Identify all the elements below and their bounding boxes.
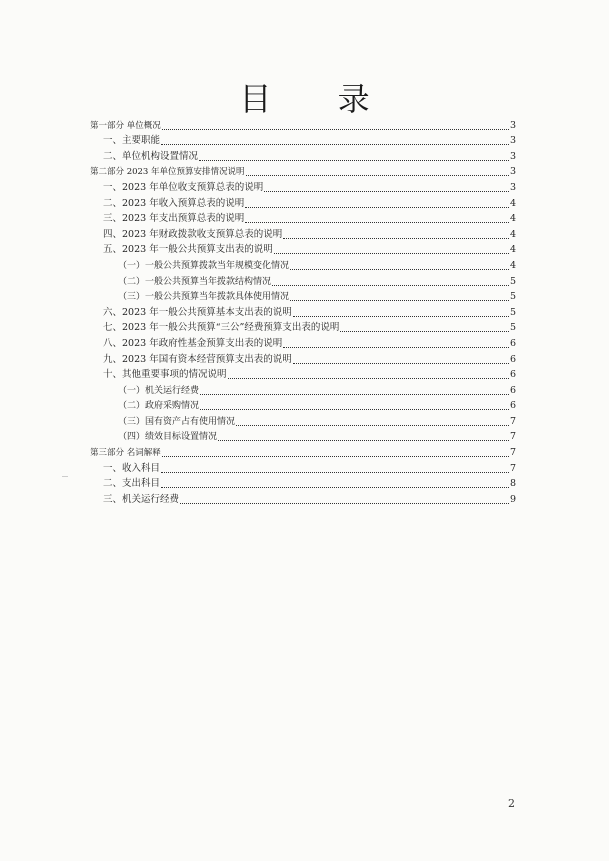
- toc-leader-dots: [200, 409, 509, 410]
- toc-entry-title: 三、机关运行经费: [103, 493, 180, 505]
- toc-entry-title: 六、2023 年一般公共预算基本支出表的说明: [103, 306, 292, 318]
- toc-entry-title: 一、收入科目: [103, 462, 161, 474]
- toc-entry[interactable]: [90, 381, 516, 397]
- toc-entry-title: 第二部分 2023 年单位预算安排情况说明: [90, 167, 245, 178]
- toc-entry-title: 二、2023 年收入预算总表的说明: [103, 197, 245, 209]
- toc-leader-dots: [272, 285, 509, 286]
- toc-entry-title: （一）机关运行经费: [118, 385, 200, 396]
- toc-entry-page: 3: [509, 135, 516, 147]
- toc-entry-page: 6: [509, 337, 516, 349]
- toc-entry-page: 7: [509, 431, 516, 443]
- toc-entry-page: 4: [509, 259, 516, 271]
- toc-leader-dots: [161, 487, 509, 488]
- toc-entry[interactable]: [90, 319, 516, 335]
- toc-entry-page: 3: [509, 181, 516, 193]
- toc-entry-title: （二）一般公共预算当年拨款结构情况: [118, 276, 272, 287]
- toc-entry[interactable]: [90, 490, 516, 506]
- toc-entry-page: 4: [509, 213, 516, 225]
- toc-entry-page: 3: [509, 166, 516, 178]
- toc-entry-title: 一、2023 年单位收支预算总表的说明: [103, 181, 264, 193]
- toc-leader-dots: [290, 269, 509, 270]
- toc-leader-dots: [161, 144, 509, 145]
- toc-entry-title: 三、2023 年支出预算总表的说明: [103, 213, 245, 225]
- toc-entry-title: 第一部分 单位概况: [90, 120, 161, 131]
- toc-entry[interactable]: [90, 116, 516, 132]
- toc-entry[interactable]: [90, 210, 516, 226]
- toc-leader-dots: [293, 363, 509, 364]
- toc-entry-title: 九、2023 年国有资本经营预算支出表的说明: [103, 353, 292, 365]
- toc-leader-dots: [274, 253, 509, 254]
- toc-leader-dots: [340, 331, 509, 332]
- toc-entry-page: 5: [509, 322, 516, 334]
- toc-leader-dots: [228, 378, 509, 379]
- toc-leader-dots: [246, 175, 509, 176]
- toc-entry-page: 7: [509, 462, 516, 474]
- toc-leader-dots: [290, 300, 509, 301]
- toc-entry[interactable]: [90, 428, 516, 444]
- toc-entry-title: （一）一般公共预算拨款当年规模变化情况: [118, 260, 290, 271]
- table-of-contents: [90, 116, 516, 506]
- toc-entry-page: 7: [509, 447, 516, 459]
- toc-entry[interactable]: [90, 132, 516, 148]
- toc-leader-dots: [293, 316, 509, 317]
- toc-entry[interactable]: [90, 241, 516, 257]
- toc-entry-page: 3: [509, 119, 516, 131]
- toc-entry[interactable]: [90, 443, 516, 459]
- toc-entry[interactable]: [90, 178, 516, 194]
- toc-entry-page: 8: [509, 478, 516, 490]
- toc-leader-dots: [283, 238, 509, 239]
- toc-entry-title: 七、2023 年一般公共预算“三公”经费预算支出表的说明: [103, 322, 340, 334]
- toc-entry[interactable]: [90, 350, 516, 366]
- page-title: 目 录: [239, 80, 398, 118]
- toc-entry-page: 5: [509, 275, 516, 287]
- toc-entry[interactable]: [90, 459, 516, 475]
- toc-entry-title: 八、2023 年政府性基金预算支出表的说明: [103, 337, 283, 349]
- toc-entry-title: 一、主要职能: [103, 135, 161, 147]
- toc-entry[interactable]: [90, 256, 516, 272]
- toc-entry-title: （三）国有资产占有使用情况: [118, 416, 236, 427]
- toc-leader-dots: [161, 472, 509, 473]
- toc-entry[interactable]: [90, 225, 516, 241]
- toc-leader-dots: [218, 440, 509, 441]
- toc-entry-title: 四、2023 年财政拨款收支预算总表的说明: [103, 228, 283, 240]
- toc-entry[interactable]: [90, 412, 516, 428]
- toc-entry[interactable]: [90, 288, 516, 304]
- toc-entry-title: 二、单位机构设置情况: [103, 150, 199, 162]
- toc-entry-page: 6: [509, 369, 516, 381]
- toc-entry-page: 6: [509, 384, 516, 396]
- toc-leader-dots: [236, 425, 509, 426]
- toc-entry-page: 4: [509, 244, 516, 256]
- toc-entry-page: 4: [509, 228, 516, 240]
- toc-entry[interactable]: [90, 194, 516, 210]
- toc-entry-page: 7: [509, 415, 516, 427]
- page-number: 2: [508, 797, 515, 810]
- toc-leader-dots: [180, 503, 509, 504]
- toc-entry[interactable]: [90, 147, 516, 163]
- toc-entry-title: 五、2023 年一般公共预算支出表的说明: [103, 244, 273, 256]
- toc-leader-dots: [245, 207, 509, 208]
- toc-leader-dots: [283, 347, 509, 348]
- toc-entry-page: 9: [509, 493, 516, 505]
- toc-entry[interactable]: [90, 397, 516, 413]
- toc-leader-dots: [162, 129, 509, 130]
- toc-entry-title: 第三部分 名词解释: [90, 448, 161, 459]
- toc-leader-dots: [162, 456, 509, 457]
- toc-leader-dots: [199, 160, 509, 161]
- toc-entry-page: 5: [509, 306, 516, 318]
- toc-entry-page: 6: [509, 400, 516, 412]
- toc-entry[interactable]: [90, 366, 516, 382]
- toc-leader-dots: [264, 191, 509, 192]
- toc-entry[interactable]: [90, 303, 516, 319]
- toc-entry[interactable]: [90, 475, 516, 491]
- scan-mark: [62, 476, 68, 477]
- toc-entry[interactable]: [90, 163, 516, 179]
- toc-entry[interactable]: [90, 334, 516, 350]
- toc-leader-dots: [245, 222, 509, 223]
- toc-entry-page: 3: [509, 150, 516, 162]
- toc-entry-title: 二、支出科目: [103, 478, 161, 490]
- toc-entry-title: （四）绩效目标设置情况: [118, 432, 218, 443]
- toc-entry-page: 4: [509, 197, 516, 209]
- toc-entry-page: 6: [509, 353, 516, 365]
- toc-leader-dots: [200, 394, 509, 395]
- toc-entry[interactable]: [90, 272, 516, 288]
- toc-entry-title: （二）政府采购情况: [118, 401, 200, 412]
- toc-entry-title: （三）一般公共预算当年拨款具体使用情况: [118, 292, 290, 303]
- toc-entry-page: 5: [509, 291, 516, 303]
- toc-entry-title: 十、其他重要事项的情况说明: [103, 369, 227, 381]
